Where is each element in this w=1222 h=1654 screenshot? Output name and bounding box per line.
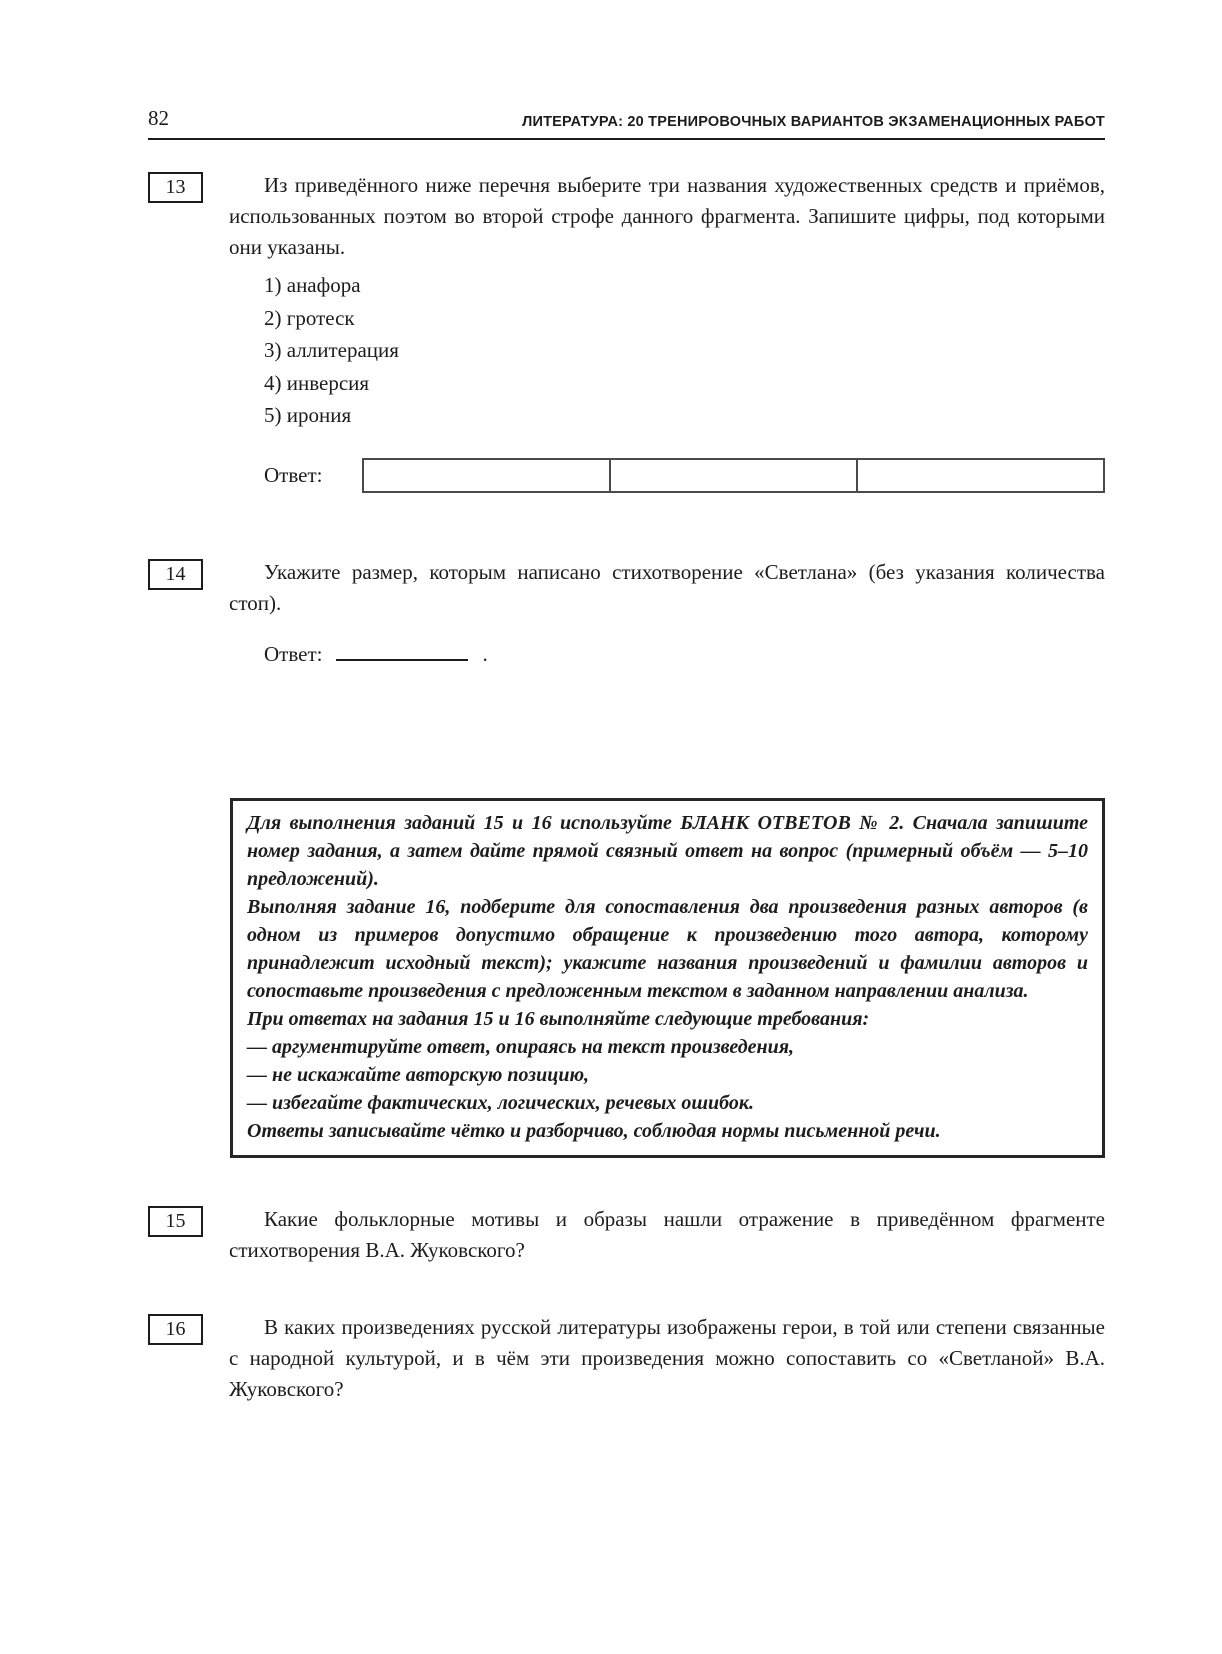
task-13-text: Из приведённого ниже перечня выберите три названия художественных средств и приёмов, использованных поэтом во второй строфе данного фрагмента. Запишите цифры, под которыми они указаны.: [229, 173, 1105, 259]
instruction-paragraph: Ответы записывайте чётко и разборчиво, соблюдая нормы письменной речи.: [247, 1119, 941, 1142]
page-header: [148, 108, 1105, 140]
instruction-paragraph: — избегайте фактических, логических, речевых ошибок.: [247, 1091, 755, 1114]
answer-cell-1[interactable]: [364, 460, 609, 491]
task-14-number-box: [148, 559, 203, 590]
task-14: [148, 557, 1105, 670]
option-item: 1) анафора: [264, 273, 361, 297]
header-title: ЛИТЕРАТУРА: 20 ТРЕНИРОВОЧНЫХ ВАРИАНТОВ ЭКЗАМЕНАЦИОННЫХ РАБОТ: [522, 113, 1105, 130]
task-14-text: Укажите размер, которым написано стихотворение «Светлана» (без указания количества стоп).: [229, 559, 1105, 615]
instruction-paragraph: — не искажайте авторскую позицию,: [247, 1063, 590, 1086]
answer-label: Ответ:: [264, 462, 323, 487]
option-item: 5) ирония: [264, 403, 352, 427]
task-16-number: 16: [165, 1317, 186, 1340]
option-item: 3) аллитерация: [264, 338, 399, 362]
task-15-number-box: [148, 1206, 203, 1237]
instruction-paragraph: Для выполнения заданий 15 и 16 используйте БЛАНК ОТВЕТОВ № 2. Сначала запишите номер задания, а затем дайте прямой связный ответ на вопрос (примерный объём — 5–10 предложений).: [247, 811, 1088, 890]
answer-label: Ответ:: [264, 641, 323, 666]
instruction-paragraph: — аргументируйте ответ, опираясь на текст произведения,: [247, 1035, 795, 1058]
task-16-number-box: [148, 1314, 203, 1345]
task-14-number: 14: [165, 562, 186, 585]
task-15-number: 15: [165, 1209, 186, 1232]
answer-cell-2[interactable]: [609, 460, 856, 491]
task-13-options: [264, 269, 1105, 432]
task-13-answer-row: [264, 458, 1105, 493]
task-15: [148, 1204, 1105, 1266]
task-13: [148, 170, 1105, 493]
answer-table: [362, 458, 1105, 493]
task-13-number-box: [148, 172, 203, 203]
page-number: 82: [148, 106, 169, 130]
instruction-paragraph: При ответах на задания 15 и 16 выполняйте следующие требования:: [247, 1007, 870, 1030]
answer-cell-3[interactable]: [856, 460, 1103, 491]
instruction-paragraph: Выполняя задание 16, подберите для сопоставления два произведения разных авторов (в одном из примеров допустимо обращение к произведению того автора, которому принадлежит исходный текст); укажите названия произведений и фамилии авторов и сопоставьте произведения с предложенным текстом в заданном направлении анализа.: [247, 895, 1088, 1002]
answer-blank-line[interactable]: [336, 643, 468, 661]
option-item: 4) инверсия: [264, 370, 370, 395]
task-15-text: Какие фольклорные мотивы и образы нашли отражение в приведённом фрагменте стихотворения В.А. Жуковского?: [229, 1206, 1105, 1262]
instruction-box: [230, 798, 1105, 1158]
task-14-answer-row: [264, 639, 1105, 670]
answer-suffix: .: [482, 641, 488, 666]
task-16: [148, 1312, 1105, 1405]
task-13-number: 13: [165, 176, 186, 198]
option-item: 2) гротеск: [264, 305, 355, 330]
task-16-text: В каких произведениях русской литературы изображены герои, в той или степени связанные с народной культурой, и в чём эти произведения можно сопоставить со «Светланой» В.А. Жуковского?: [229, 1314, 1105, 1401]
